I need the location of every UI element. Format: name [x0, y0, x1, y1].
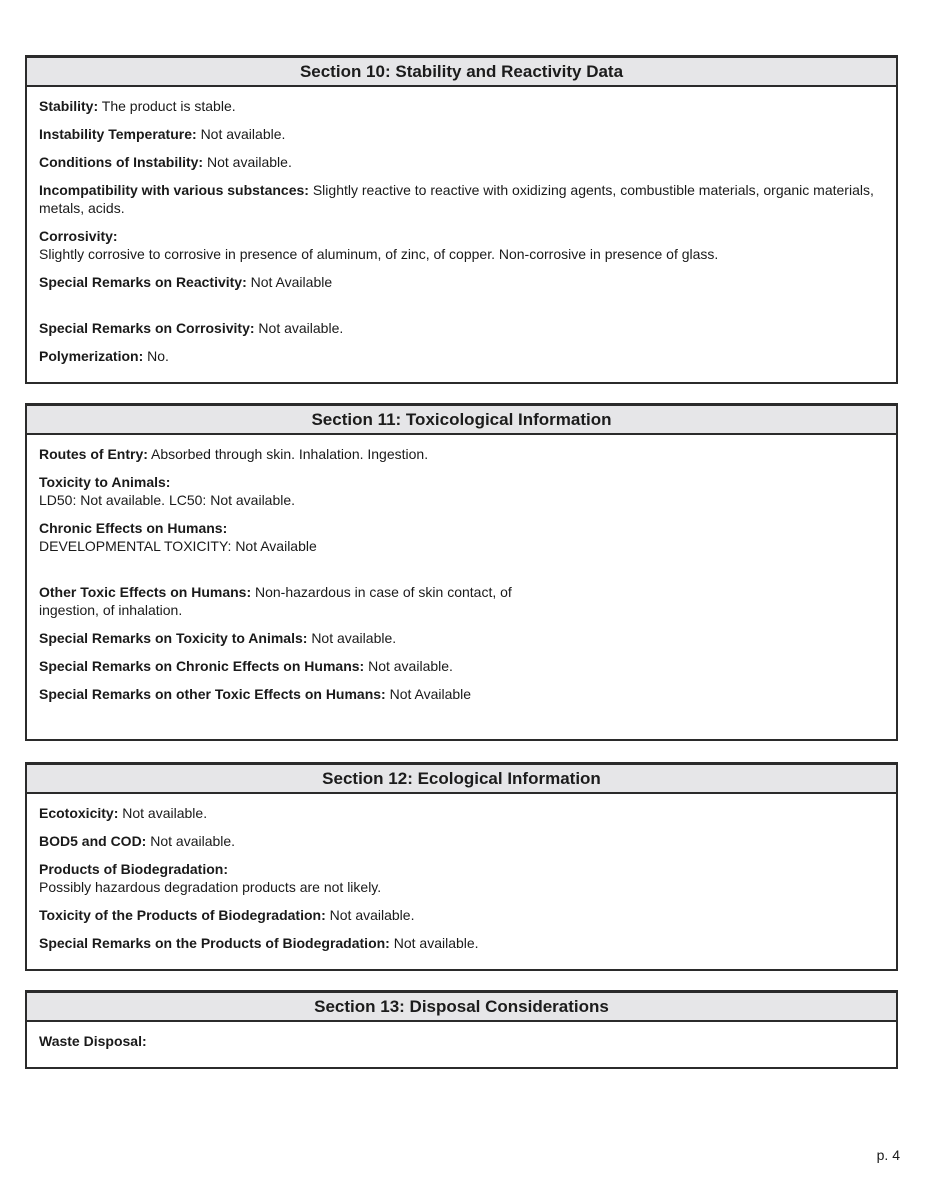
field-label: Special Remarks on Reactivity:: [39, 274, 247, 290]
field-value: Not Available: [389, 686, 472, 702]
field-label: Special Remarks on the Products of Biodegradation:: [39, 935, 390, 951]
section-body: [27, 794, 896, 952]
field-value: Possibly hazardous degradation products are not likely.: [39, 879, 382, 895]
field-bod5-cod: [39, 832, 884, 850]
field-value: Slightly corrosive to corrosive in presence of aluminum, of zinc, of copper. Non-corrosive in presence of glass.: [39, 246, 719, 262]
section-title: Section 12: Ecological Information: [27, 765, 896, 794]
field-label: Corrosivity:: [39, 228, 118, 244]
field-value: LD50: Not available. LC50: Not available.: [39, 492, 296, 508]
field-toxicity-of-products: [39, 906, 884, 924]
field-label: BOD5 and COD:: [39, 833, 147, 849]
section-11-toxicological: [25, 403, 898, 741]
field-label: Special Remarks on other Toxic Effects on Humans:: [39, 686, 386, 702]
field-polymerization: [39, 347, 884, 365]
field-label: Products of Biodegradation:: [39, 861, 228, 877]
field-label: Toxicity of the Products of Biodegradation:: [39, 907, 326, 923]
field-value: DEVELOPMENTAL TOXICITY: Not Available: [39, 538, 317, 554]
field-corrosivity: [39, 227, 884, 263]
field-routes-of-entry: [39, 445, 884, 463]
field-label: Instability Temperature:: [39, 126, 197, 142]
field-chronic-effects: [39, 519, 884, 555]
field-label: Routes of Entry:: [39, 446, 148, 462]
field-value: Not available.: [329, 907, 415, 923]
field-incompatibility: [39, 181, 884, 217]
spacer: [39, 565, 884, 583]
spacer: [39, 301, 884, 319]
field-value: Not available.: [258, 320, 344, 336]
field-instability-temperature: [39, 125, 884, 143]
section-12-ecological: [25, 762, 898, 971]
page-number: p. 4: [876, 1147, 900, 1163]
field-label: Chronic Effects on Humans:: [39, 520, 228, 536]
field-special-remarks-chronic-effects: [39, 657, 884, 675]
field-label: Ecotoxicity:: [39, 805, 119, 821]
section-title: Section 10: Stability and Reactivity Data: [27, 58, 896, 87]
section-title: Section 13: Disposal Considerations: [27, 993, 896, 1022]
section-body: [27, 87, 896, 365]
field-special-remarks-reactivity: [39, 273, 884, 291]
field-ecotoxicity: [39, 804, 884, 822]
field-waste-disposal: [39, 1032, 884, 1050]
field-label: Polymerization:: [39, 348, 144, 364]
section-body: [27, 435, 896, 703]
field-special-remarks-other-toxic: [39, 685, 884, 703]
field-label: Waste Disposal:: [39, 1033, 147, 1049]
field-value: Not available.: [200, 126, 286, 142]
field-special-remarks-biodegradation: [39, 934, 884, 952]
field-value: Not Available: [250, 274, 333, 290]
field-special-remarks-toxicity-animals: [39, 629, 884, 647]
field-value: Slightly reactive to reactive with oxidizing agents, combustible materials, organic materials, metals, acids.: [39, 182, 874, 216]
section-13-disposal: [25, 990, 898, 1069]
field-label: Other Toxic Effects on Humans:: [39, 584, 252, 600]
field-stability: [39, 97, 884, 115]
field-special-remarks-corrosivity: [39, 319, 884, 337]
field-value: No.: [147, 348, 169, 364]
field-toxicity-to-animals: [39, 473, 884, 509]
field-value: Not available.: [122, 805, 208, 821]
field-value: Not available.: [368, 658, 453, 674]
field-products-of-biodegradation: [39, 860, 884, 896]
field-label: Special Remarks on Corrosivity:: [39, 320, 255, 336]
field-value: Absorbed through skin. Inhalation. Ingestion.: [151, 446, 429, 462]
field-label: Incompatibility with various substances:: [39, 182, 309, 198]
field-value: Not available.: [311, 630, 397, 646]
field-label: Special Remarks on Toxicity to Animals:: [39, 630, 308, 646]
field-label: Stability:: [39, 98, 99, 114]
field-other-toxic-effects: [39, 583, 884, 619]
field-value: Not available.: [150, 833, 236, 849]
field-label: Toxicity to Animals:: [39, 474, 171, 490]
field-value: Not available.: [393, 935, 479, 951]
field-label: Conditions of Instability:: [39, 154, 204, 170]
section-body: [27, 1022, 896, 1050]
section-title: Section 11: Toxicological Information: [27, 406, 896, 435]
section-10-stability-reactivity: [25, 55, 898, 384]
field-value: Not available.: [207, 154, 292, 170]
field-value: The product is stable.: [101, 98, 236, 114]
field-value-continued: ingestion, of inhalation.: [39, 602, 183, 618]
field-label: Special Remarks on Chronic Effects on Humans:: [39, 658, 365, 674]
field-value: Non-hazardous in case of skin contact, of: [255, 584, 512, 600]
field-conditions-of-instability: [39, 153, 884, 171]
